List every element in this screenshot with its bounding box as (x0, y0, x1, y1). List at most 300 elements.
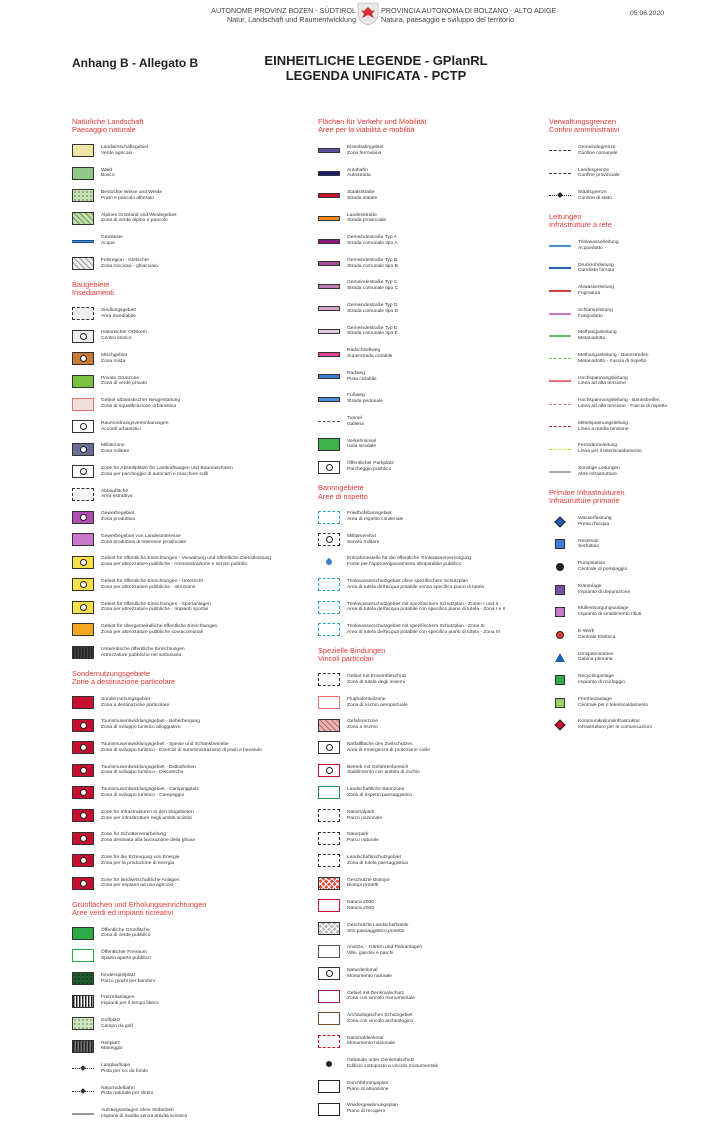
legend-label-it: Servitù militare (347, 539, 380, 545)
legend-item-text (101, 190, 162, 202)
legend-column-2 (318, 112, 540, 1121)
legend-label-it: Zona per attrezzature pubbliche sovracomunali (101, 629, 203, 635)
legend-swatch (72, 1085, 94, 1098)
legend-swatch (549, 696, 571, 709)
legend-item (318, 596, 540, 619)
legend-item (318, 872, 540, 895)
page-header (0, 0, 707, 40)
legend-item (72, 736, 312, 759)
legend-swatch (318, 348, 340, 361)
legend-swatch (72, 1062, 94, 1075)
header-right-line2: Natura, paesaggio e sviluppo del territorio (381, 14, 515, 24)
legend-item-text (101, 466, 233, 478)
legend-label-it: Sito paesaggistico protetto (347, 928, 405, 934)
legend-item-text (347, 371, 377, 383)
legend-item (318, 365, 540, 388)
coat-of-arms-icon (357, 2, 379, 26)
swatch-symbol-icon (80, 355, 87, 362)
legend-label-de: Landesstraße (347, 212, 377, 218)
swatch-symbol-icon (80, 880, 87, 887)
legend-item (318, 230, 540, 253)
legend-swatch (549, 583, 571, 596)
legend-item-text (347, 579, 484, 591)
legend-swatch (318, 1012, 340, 1025)
legend-item (549, 415, 703, 438)
dashed-line-swatch (318, 421, 340, 422)
line-swatch (549, 471, 571, 473)
swatch-box (318, 601, 340, 614)
legend-item-text (347, 968, 392, 980)
swatch-box (318, 899, 340, 912)
legend-label-it: Zona per impianti ad uso agricolo (101, 883, 174, 889)
legend-item (72, 483, 312, 506)
legend-item-text (578, 376, 628, 388)
legend-swatch (72, 623, 94, 636)
legend-item (318, 298, 540, 321)
legend-label-it: Spazio aperto pubblico (101, 955, 151, 961)
legend-section-title (318, 484, 540, 500)
legend-swatch (72, 511, 94, 524)
legend-swatch (318, 922, 340, 935)
swatch-symbol-icon (80, 722, 87, 729)
legend-item-text (101, 697, 169, 709)
legend-item-text (578, 263, 614, 275)
legend-item-text (347, 556, 471, 568)
legend-item (318, 528, 540, 551)
legend-label-de: Kinderspielplatz (101, 972, 136, 978)
swatch-symbol-icon (80, 857, 87, 864)
legend-label-de: Trinkwasserschutzgebiet ohne spezifischem Schutzplan (347, 579, 469, 584)
legend-swatch (549, 285, 571, 298)
legend-label-it: Autostrada (347, 173, 371, 179)
section-title-it: Insediamenti (72, 288, 114, 298)
legend-label-de: Öffentlicher Parkplatz (347, 461, 394, 467)
legend-label-de: Trinkwasserschutzgebiet mit spezifischem Schutzplan - Zone III (347, 624, 485, 630)
legend-swatch (318, 212, 340, 225)
legend-label-de: Hochspannungsleitung (578, 375, 628, 381)
legend-label-de: Gewerbegebiet (101, 511, 135, 517)
legend-item-text (347, 145, 383, 157)
legend-label-it: Zona di tutela paesaggistica (347, 860, 408, 866)
swatch-box (72, 764, 94, 777)
section-title-it: Aree verdi ed impianti ricreativi (72, 907, 174, 917)
legend-item-text (347, 674, 407, 686)
legend-label-it: Piano di recupero (347, 1109, 386, 1115)
swatch-symbol-icon (326, 464, 333, 471)
legend-swatch (318, 533, 340, 546)
legend-item-text (347, 697, 408, 709)
swatch-box (318, 696, 340, 709)
legend-section-title (549, 118, 703, 134)
legend-label-de: Zone für landwirtschaftliche Anlagen (101, 877, 180, 883)
legend-label-it: Campo da golf (101, 1023, 133, 1029)
legend-swatch (318, 438, 340, 451)
legend-swatch (72, 144, 94, 157)
legend-item-text (347, 1103, 398, 1115)
legend-swatch (72, 719, 94, 732)
swatch-box (72, 420, 94, 433)
swatch-symbol-icon (80, 423, 87, 430)
legend-label-it: Monumento naturale (347, 973, 392, 979)
section-title-de: Primäre Infrastrukturen (549, 488, 625, 498)
swatch-box (318, 719, 340, 732)
legend-item (318, 320, 540, 343)
legend-label-it: Superstrada ciclabile (347, 354, 393, 360)
swatch-box (318, 809, 340, 822)
legend-item (549, 162, 703, 185)
swatch-box (72, 696, 94, 709)
legend-label-it: Area di emergenza di protezione civile (347, 747, 430, 753)
legend-label-it: Zona con vincolo monumentale (347, 996, 415, 1002)
legend-label-de: Ansitze, - Gärten und Parkanlagen (347, 945, 423, 951)
legend-swatch (549, 352, 571, 365)
legend-label-it: Strada comunale tipo A (347, 241, 398, 247)
section-title-de: Leitungen (549, 212, 582, 222)
legend-label-de: Mischgebiet (101, 353, 128, 359)
legend-label-it: Confine provinciale (578, 173, 620, 179)
legend-label-de: Private Grünzone (101, 375, 140, 381)
legend-label-it: Zona di sviluppo turistico alloggiativo (101, 725, 181, 731)
legend-swatch (72, 352, 94, 365)
legend-label-de: Naturdenkmal (347, 967, 378, 973)
legend-item (72, 1058, 312, 1081)
legend-swatch (72, 212, 94, 225)
swatch-box (72, 1017, 94, 1030)
swatch-box (318, 922, 340, 935)
legend-item-text (101, 765, 196, 777)
legend-item (549, 578, 703, 601)
swatch-box (72, 854, 94, 867)
legend-swatch (72, 556, 94, 569)
legend-item (72, 415, 312, 438)
legend-label-it: Biotopi protetti (347, 883, 379, 889)
swatch-box (72, 533, 94, 546)
legend-item (72, 827, 312, 850)
square-icon (555, 607, 565, 617)
legend-item-text (101, 258, 158, 270)
legend-item (549, 461, 703, 484)
legend-swatch (549, 262, 571, 275)
legend-item-text (578, 466, 620, 478)
legend-swatch (549, 307, 571, 320)
legend-swatch (318, 370, 340, 383)
legend-swatch (72, 235, 94, 248)
legend-label-it: Zona rocciosa - ghiacciaio (101, 263, 158, 269)
road-swatch (318, 306, 340, 311)
swatch-box (72, 601, 94, 614)
swatch-box (72, 330, 94, 343)
legend-item-text (347, 534, 379, 546)
legend-section-title (318, 647, 540, 663)
legend-item-text (101, 511, 135, 523)
line-swatch (549, 380, 571, 382)
swatch-box (72, 257, 94, 270)
water-line-swatch (72, 240, 94, 243)
legend-label-it: Monumento nazionale (347, 1041, 396, 1047)
legend-item-text (347, 348, 392, 360)
section-title-it: Infrastrutture primarie (549, 496, 620, 506)
legend-label-it: Zona per la produzione di energia (101, 860, 175, 866)
legend-swatch (72, 189, 94, 202)
legend-item-text (578, 697, 648, 709)
legend-item (318, 1008, 540, 1031)
legend-item-text (101, 950, 151, 962)
legend-label-de: Nationalpark (347, 809, 375, 815)
legend-item-text (101, 330, 147, 342)
legend-item (549, 348, 703, 371)
legend-item-text (347, 190, 377, 202)
legend-item (549, 511, 703, 534)
legend-swatch (318, 556, 340, 569)
legend-item (72, 230, 312, 253)
legend-label-de: Mittelspannungsleitung (578, 420, 629, 426)
legend-item (72, 1012, 312, 1035)
star-icon (326, 1061, 332, 1067)
legend-label-it: Confine di stato (578, 195, 612, 201)
legend-item (72, 990, 312, 1013)
legend-label-de: Radschnellweg (347, 348, 381, 354)
legend-label-de: Abwasserleitung (578, 285, 614, 291)
legend-item (72, 139, 312, 162)
legend-swatch (318, 257, 340, 270)
legend-swatch (318, 832, 340, 845)
legend-label-it: Zona per attrezzature pubbliche - Impianti sportivi (101, 607, 209, 613)
swatch-box (72, 556, 94, 569)
legend-swatch (549, 330, 571, 343)
legend-label-de: Hochspannungsleitung - Bannstreifen (578, 398, 660, 404)
legend-item-text (347, 393, 383, 405)
legend-item-text (578, 652, 613, 664)
section-title-it: Paesaggio naturale (72, 125, 136, 135)
legend-swatch (318, 741, 340, 754)
legend-swatch (318, 764, 340, 777)
legend-item-text (101, 421, 168, 433)
legend-item (318, 691, 540, 714)
legend-label-de: Verkehrsinsel (347, 438, 377, 444)
legend-label-de: Gemeindestraße Typ C (347, 280, 398, 286)
dashed-line-swatch (549, 426, 571, 427)
legend-item (318, 433, 540, 456)
legend-label-de: Sonstige Leitungen (578, 466, 620, 472)
legend-label-de: Gewerbegebiet von Landesinteresse (101, 533, 181, 539)
legend-label-it: Zona a rischio (347, 725, 378, 731)
legend-label-it: Pista naturale per slittini (101, 1091, 153, 1097)
legend-label-it: Fonte per l'approvvigionamento idropotabile pubblico (347, 562, 462, 568)
legend-label-it: Parco nazionale (347, 815, 383, 821)
legend-item (318, 506, 540, 529)
legend-label-de: Trinkwasserleitung (578, 240, 619, 246)
legend-swatch (318, 578, 340, 591)
legend-item (549, 325, 703, 348)
swatch-box (72, 375, 94, 388)
legend-item-text (347, 416, 364, 428)
legend-swatch (72, 972, 94, 985)
legend-item-text (101, 376, 147, 388)
legend-item (318, 736, 540, 759)
legend-item-text (101, 353, 127, 365)
legend-item-text (347, 213, 386, 225)
legend-item-text (578, 584, 630, 596)
swatch-symbol-icon (80, 514, 87, 521)
swatch-symbol-icon (80, 333, 87, 340)
legend-label-de: Unterirdische öffentliche Einrichtungen (101, 646, 185, 652)
legend-label-it: Zona ferroviaria (347, 150, 382, 156)
legend-label-it: Metanodotto (578, 336, 606, 342)
legend-swatch (72, 578, 94, 591)
legend-label-de: Gebiet für öffentliche Einrichtungen - Sportanlagen (101, 601, 211, 607)
legend-label-de: Landesgrenze (578, 167, 609, 173)
legend-item-text (101, 489, 133, 501)
legend-label-de: Umspannstation (578, 651, 614, 657)
legend-swatch (549, 167, 571, 180)
legend-label-it: Impianto di depurazione (578, 589, 631, 595)
legend-label-de: Tourismusentwicklungsgebiet - Diskotheken (101, 764, 196, 770)
legend-label-de: Eisenbahngebiet (347, 144, 384, 150)
swatch-box (318, 1012, 340, 1025)
legend-item (72, 714, 312, 737)
swatch-box (72, 352, 94, 365)
legend-label-it: Zona di sviluppo turistico - Campeggio (101, 792, 185, 798)
legend-label-de: Zone für Infrastrukturen in den Skigebieten (101, 809, 194, 815)
legend-swatch (318, 719, 340, 732)
legend-item-text (101, 742, 262, 754)
legend-swatch (549, 651, 571, 664)
legend-item (318, 782, 540, 805)
legend-item (318, 619, 540, 642)
legend-label-de: Gemeindestraße Typ B (347, 257, 398, 263)
road-swatch (318, 397, 340, 402)
legend-label-de: Tourismusentwicklungsgebiet - Beherbergung (101, 719, 200, 725)
legend-item (72, 438, 312, 461)
legend-swatch (72, 443, 94, 456)
legend-label-de: Gebiet mit Denkmalschutz (347, 990, 405, 996)
legend-label-it: Edificio sottoposto a vincolo monumentale (347, 1064, 439, 1070)
legend-label-it: Altre infrastrutture (578, 471, 617, 477)
legend-label-it: Confine comunale (578, 150, 618, 156)
drop-icon (325, 558, 333, 566)
legend-label-de: Siedlungsgebiet (101, 307, 136, 313)
legend-label-it: Zona di riqualificazione urbanistica (101, 404, 177, 410)
legend-item (318, 1098, 540, 1121)
swatch-box (318, 877, 340, 890)
legend-swatch (318, 899, 340, 912)
legend-label-it: Pista per sci da fondo (101, 1068, 149, 1074)
legend-label-it: Strada statale (347, 195, 378, 201)
legend-label-it: Area di tutela dell'acqua potabile con specifico piano di tutela - Zona III (347, 629, 500, 635)
legend-item-text (578, 719, 652, 731)
legend-label-it: Infrastrutture per le comunicazioni (578, 725, 652, 731)
square-icon (555, 675, 565, 685)
legend-item (318, 827, 540, 850)
legend-item-text (347, 511, 403, 523)
legend-label-de: Staatsgrenze (578, 190, 607, 196)
road-swatch (318, 239, 340, 244)
legend-label-de: Wiedergewinnungsplan (347, 1103, 398, 1109)
legend-label-de: Zone für Abstellplätze für Lastkraftwagen und Baumaschinen (101, 466, 233, 472)
swatch-box (72, 646, 94, 659)
legend-label-de: Gemeindestraße Typ A (347, 235, 397, 241)
legend-swatch (318, 1058, 340, 1071)
legend-swatch (72, 995, 94, 1008)
legend-item-text (101, 1108, 187, 1120)
legend-swatch (549, 515, 571, 528)
legend-swatch (549, 719, 571, 732)
legend-label-it: Fognatura (578, 291, 601, 297)
chain-dot-icon (80, 1088, 86, 1094)
legend-item (318, 669, 540, 692)
legend-label-it: Area di rispetto cimiteriale (347, 517, 404, 523)
diamond-icon (554, 720, 565, 731)
header-left-line1: AUTONOME PROVINZ BOZEN - SÜDTIROL (211, 6, 356, 15)
legend-item (72, 574, 312, 597)
legend-item (318, 940, 540, 963)
legend-item (318, 207, 540, 230)
legend-section-title (72, 118, 312, 134)
legend-item-text (347, 1081, 389, 1093)
legend-label-it: Zona di rispetto paesaggistico (347, 792, 412, 798)
legend-section-title (549, 213, 703, 229)
line-swatch (549, 313, 571, 315)
legend-label-de: Methangasleitung (578, 330, 617, 336)
legend-label-de: Wasserfassung (578, 516, 612, 522)
legend-label-it: Area di tutela dell'acqua potabile senza specifico piano di tutela (347, 584, 485, 590)
legend-item (318, 1030, 540, 1053)
legend-item (549, 669, 703, 692)
section-title-de: Sondernutzungsgebiete (72, 668, 151, 678)
legend-item (72, 325, 312, 348)
legend-label-de: Staatsstraße (347, 190, 375, 196)
legend-swatch (549, 144, 571, 157)
legend-item-text (101, 995, 158, 1007)
legend-item-text (101, 855, 180, 867)
legend-label-it: Zona a destinazione particolare (101, 702, 170, 708)
legend-label-it: Attrezzature pubbliche nel sottosuolo (101, 652, 182, 658)
line-swatch (549, 267, 571, 269)
legend-swatch (72, 949, 94, 962)
legend-item-text (347, 787, 412, 799)
swatch-box (72, 212, 94, 225)
legend-item-text (347, 235, 398, 247)
legend-label-de: Naturrodelbahn (101, 1085, 135, 1091)
legend-item (549, 393, 703, 416)
legend-label-it: Linea ad alta tensione - Fascia di rispetto (578, 404, 668, 410)
legend-label-it: Strada provinciale (347, 218, 387, 224)
dot-icon (556, 563, 564, 571)
swatch-symbol-icon (80, 789, 87, 796)
legend-item-text (101, 647, 185, 659)
legend-label-it: Zona di tutela degli insiemi (347, 679, 405, 685)
legend-swatch (318, 601, 340, 614)
legend-label-de: Golfplatz (101, 1017, 121, 1023)
legend-label-de: Natura 2000 (347, 900, 374, 906)
section-title-it: Infrastrutture a rete (549, 220, 612, 230)
legend-swatch (72, 1108, 94, 1121)
legend-item (318, 895, 540, 918)
legend-item-text (347, 832, 379, 844)
legend-item-text (578, 398, 667, 410)
legend-label-de: Flughafenteilzone (347, 696, 386, 702)
swatch-box (72, 786, 94, 799)
legend-swatch (72, 465, 94, 478)
legend-item-text (347, 168, 371, 180)
legend-label-de: Gemeindestraße Typ D (347, 303, 398, 309)
legend-label-de: Zone für die Erzeugung von Energie (101, 854, 180, 860)
legend-item (549, 601, 703, 624)
legend-section-title (318, 118, 540, 134)
legend-item (72, 393, 312, 416)
section-title-de: Baugebiete (72, 279, 110, 289)
swatch-box (318, 461, 340, 474)
